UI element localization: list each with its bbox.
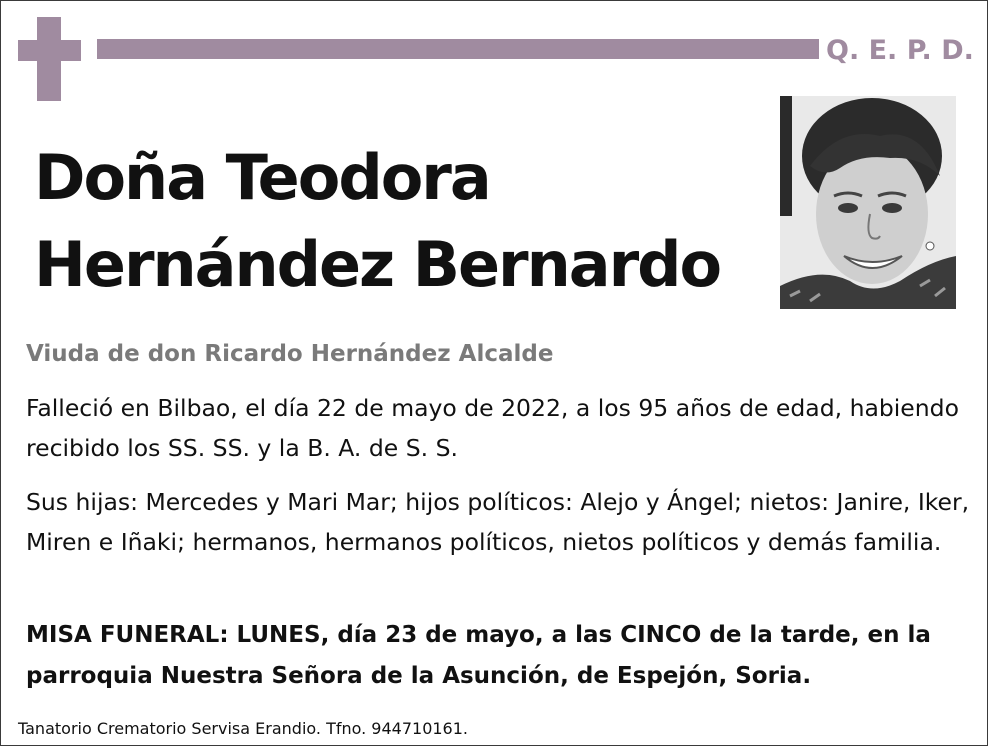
qepd-label: Q. E. P. D. [826, 35, 974, 66]
funeral-home-footer: Tanatorio Crematorio Servisa Erandio. Tfno. 944710161. [18, 719, 468, 738]
name-line-1: Doña Teodora [34, 141, 490, 214]
portrait-photo [780, 96, 956, 309]
name-line-2: Hernández Bernardo [34, 228, 721, 301]
portrait-illustration [780, 96, 956, 309]
family-paragraph: Sus hijas: Mercedes y Mari Mar; hijos políticos: Alejo y Ángel; nietos: Janire, Iker, Miren e Iñaki; hermanos, hermanos políticos, nietos políticos y demás familia. [26, 488, 970, 556]
deceased-name [34, 134, 764, 308]
funeral-mass-paragraph: MISA FUNERAL: LUNES, día 23 de mayo, a las CINCO de la tarde, en la parroquia Nuestra Señora de la Asunción, de Espejón, Soria. [26, 622, 931, 689]
header-rule [97, 39, 819, 59]
cross-horizontal [18, 40, 81, 61]
widow-line: Viuda de don Ricardo Hernández Alcalde [26, 341, 554, 367]
death-notice-paragraph: Falleció en Bilbao, el día 22 de mayo de 2022, a los 95 años de edad, habiendo recibido los SS. SS. y la B. A. de S. S. [26, 394, 959, 462]
